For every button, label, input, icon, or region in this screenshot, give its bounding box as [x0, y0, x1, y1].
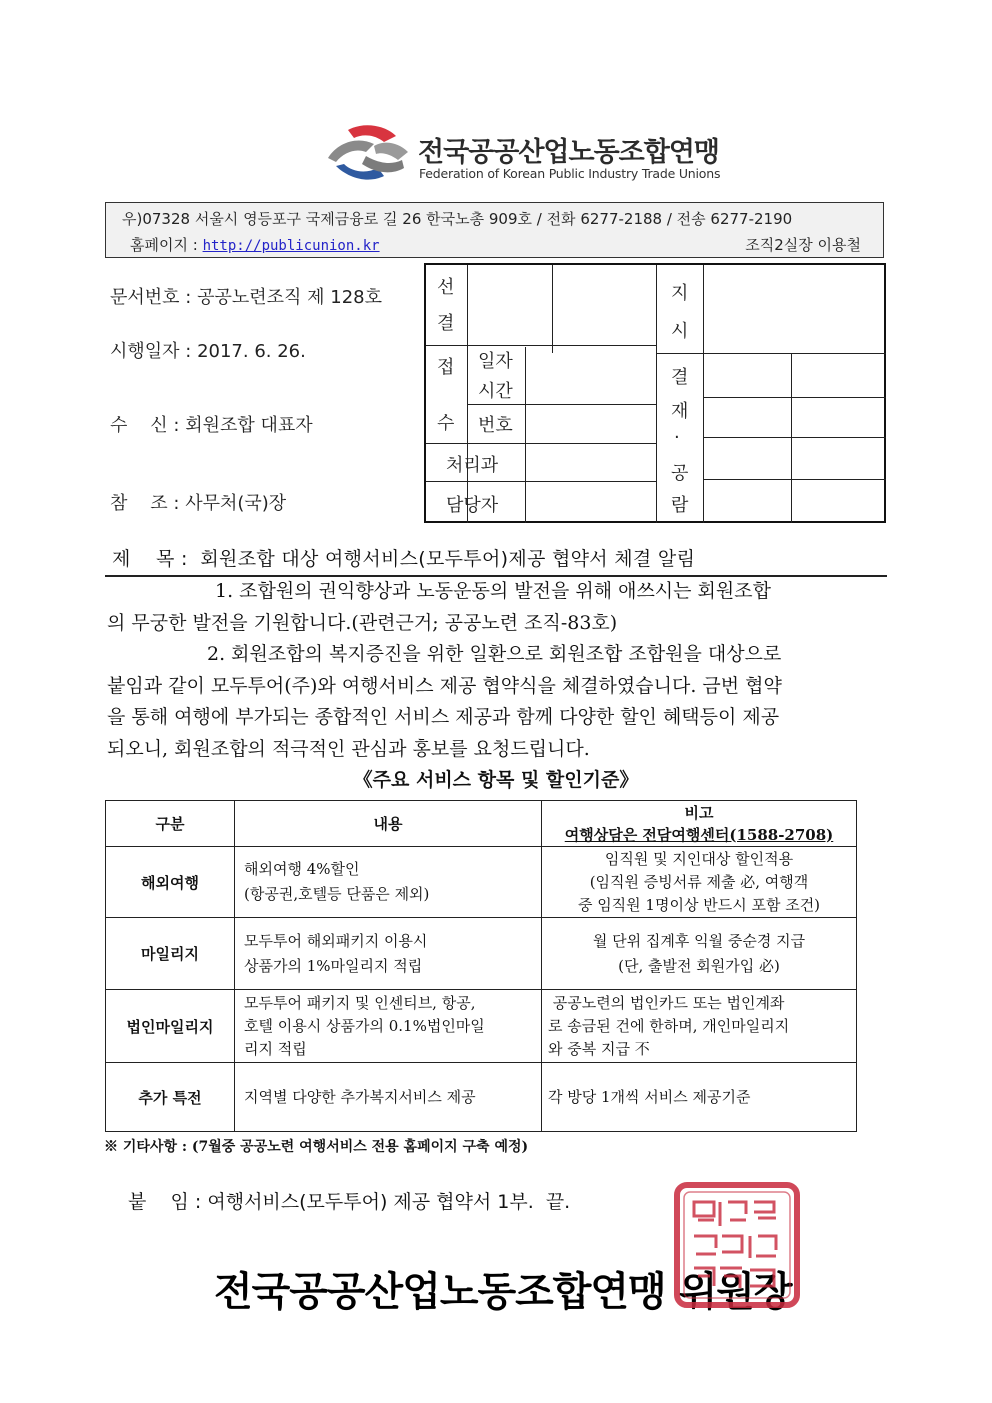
date-label: 시행일자 [110, 341, 180, 362]
approval-ji: 지 [671, 283, 689, 304]
row-remarks [542, 990, 857, 1063]
remarks-line: (임직원 증빙서류 제출 必, 여행객 [589, 872, 809, 891]
org-name-english: Federation of Korean Public Industry Trade Unions [419, 166, 721, 181]
date-value: 2017. 6. 26. [197, 341, 306, 362]
row-remarks [542, 1063, 857, 1132]
row-remarks [542, 847, 857, 918]
body-line: 을 통해 여행에 부가되는 종합적인 서비스 제공과 함께 다양한 할인 혜택등이 제공 [107, 706, 780, 728]
attachment-row: 붙 임 : 여행서비스(모두투어) 제공 협약서 1부. 끝. [128, 1191, 571, 1213]
body-line: 의 무궁한 발전을 기원합니다.(관련근거; 공공노련 조직-83호) [107, 611, 618, 634]
approval-ilja: 일자 [478, 351, 513, 372]
subject-label: 제 목 [112, 548, 175, 570]
header-remarks [542, 801, 857, 847]
remarks-line: 로 송금된 건에 한하며, 개인마일리지 [548, 1016, 790, 1035]
approval-seon: 선 [437, 277, 455, 298]
approval-gong: 공 [671, 463, 689, 484]
header-category: 구분 [106, 801, 235, 847]
remarks-line: 각 방당 1개씩 서비스 제공기준 [548, 1087, 751, 1106]
doc-number-label: 문서번호 [110, 287, 180, 308]
body-paragraph-1 [107, 576, 887, 639]
row-category: 추가 특전 [106, 1063, 235, 1132]
row-content [235, 918, 542, 990]
remarks-line: (단, 출발전 회원가입 必) [618, 956, 780, 975]
header-remarks-sub: 여행상담은 전담여행센터(1588-2708) [564, 825, 834, 844]
remarks-line: 월 단위 집계후 익월 중순경 지급 [592, 931, 806, 950]
row-content [235, 990, 542, 1063]
remarks-line: 임직원 및 지인대상 할인적용 [604, 849, 794, 868]
content-line: 모두투어 패키지 및 인센티브, 항공, [244, 993, 476, 1012]
attachment-label: 붙 임 [128, 1191, 189, 1213]
approval-grid [424, 263, 886, 523]
row-remarks [542, 918, 857, 990]
reference-label: 참 조 [110, 493, 168, 514]
signature-line: 전국공공산업노동조합연맹 위원장 [214, 1269, 792, 1315]
org-name-korean: 전국공공산업노동조합연맹 [418, 137, 719, 168]
content-line: 모두투어 해외패키지 이용시 [244, 931, 428, 950]
address-line: 우)07328 서울시 영등포구 국제금융로 길 26 한국노총 909호 / 전화 6277-2188 / 전송 6277-2190 [122, 210, 793, 228]
homepage-link[interactable]: http://publicunion.kr [202, 238, 380, 254]
address-box [105, 202, 884, 258]
subject-text: 회원조합 대상 여행서비스(모두투어)제공 협약서 체결 알림 [200, 548, 696, 570]
table-row [106, 990, 857, 1063]
header-remarks-title: 비고 [684, 803, 714, 822]
approval-jae: 재 [671, 401, 689, 422]
discount-table [105, 800, 857, 1132]
content-line: (항공권,호텔등 단품은 제외) [244, 885, 430, 903]
row-category: 해외여행 [106, 847, 235, 918]
recipient-label: 수 신 [110, 415, 168, 436]
table-row [106, 1063, 857, 1132]
attachment-text: 여행서비스(모두투어) 제공 협약서 1부. 끝. [207, 1191, 571, 1213]
approval-ram: 람 [671, 495, 689, 516]
table-row [106, 918, 857, 990]
body-line: 2. 회원조합의 복지증진을 위한 일환으로 회원조합 조합원을 대상으로 [207, 643, 782, 665]
date-row: 시행일자 : 2017. 6. 26. [110, 341, 306, 362]
approval-cheorigwa: 처리과 [446, 455, 499, 476]
homepage-line [130, 234, 380, 255]
union-logo-icon [318, 122, 414, 188]
homepage-label: 홈페이지 : [130, 236, 203, 254]
content-line: 지역별 다양한 추가복지서비스 제공 [244, 1087, 476, 1106]
approval-gyeol: 결 [437, 313, 455, 334]
body-line: 되오니, 회원조합의 적극적인 관심과 홍보를 요청드립니다. [107, 737, 590, 760]
doc-number-row: 문서번호 : 공공노련조직 제 128호 [110, 287, 382, 308]
approval-su: 수 [437, 413, 455, 434]
reference-value: 사무처(국)장 [185, 493, 287, 514]
table-heading: 《주요 서비스 항목 및 할인기준》 [353, 769, 639, 791]
body-paragraph-2 [107, 639, 887, 765]
remarks-line: 중 임직원 1명이상 반드시 포함 조건) [577, 895, 821, 914]
approval-damdangja: 담당자 [446, 495, 499, 516]
table-row [106, 847, 857, 918]
approval-beonho: 번호 [478, 415, 513, 436]
doc-number-value: 공공노련조직 제 128호 [197, 287, 382, 308]
remarks-line: 공공노련의 법인카드 또는 법인계좌 [548, 993, 785, 1012]
approval-gyeol2: 결 [671, 367, 689, 388]
body-line: 붙임과 같이 모두투어(주)와 여행서비스 제공 협약식을 체결하였습니다. 금번 협약 [107, 674, 782, 697]
header-content: 내용 [235, 801, 542, 847]
office-contact: 조직2실장 이용철 [745, 236, 861, 254]
row-category: 법인마일리지 [106, 990, 235, 1063]
content-line: 상품가의 1%마일리지 적립 [244, 956, 423, 975]
remarks-line: 와 중복 지급 不 [548, 1039, 650, 1058]
reference-row: 참 조 : 사무처(국)장 [110, 493, 287, 514]
body-line: 1. 조합원의 권익향상과 노동운동의 발전을 위해 애쓰시는 회원조합 [215, 580, 771, 602]
etc-note: ※ 기타사항 : (7월중 공공노련 여행서비스 전용 홈페이지 구축 예정) [104, 1139, 529, 1155]
row-category: 마일리지 [106, 918, 235, 990]
content-line: 리지 적립 [244, 1039, 307, 1058]
official-seal-icon [672, 1180, 802, 1310]
approval-dot: · [674, 427, 680, 448]
approval-si: 시 [671, 321, 689, 342]
recipient-value: 회원조합 대표자 [185, 415, 313, 436]
content-line: 호텔 이용시 상품가의 0.1%법인마일 [244, 1016, 485, 1035]
row-content [235, 1063, 542, 1132]
content-line: 해외여행 4%할인 [244, 860, 360, 878]
recipient-row: 수 신 : 회원조합 대표자 [110, 415, 313, 436]
approval-jeop: 접 [437, 357, 455, 378]
approval-sigan: 시간 [478, 381, 513, 402]
subject-row: 제 목 : 회원조합 대상 여행서비스(모두투어)제공 협약서 체결 알림 [112, 548, 696, 570]
row-content [235, 847, 542, 918]
table-header-row [106, 801, 857, 847]
